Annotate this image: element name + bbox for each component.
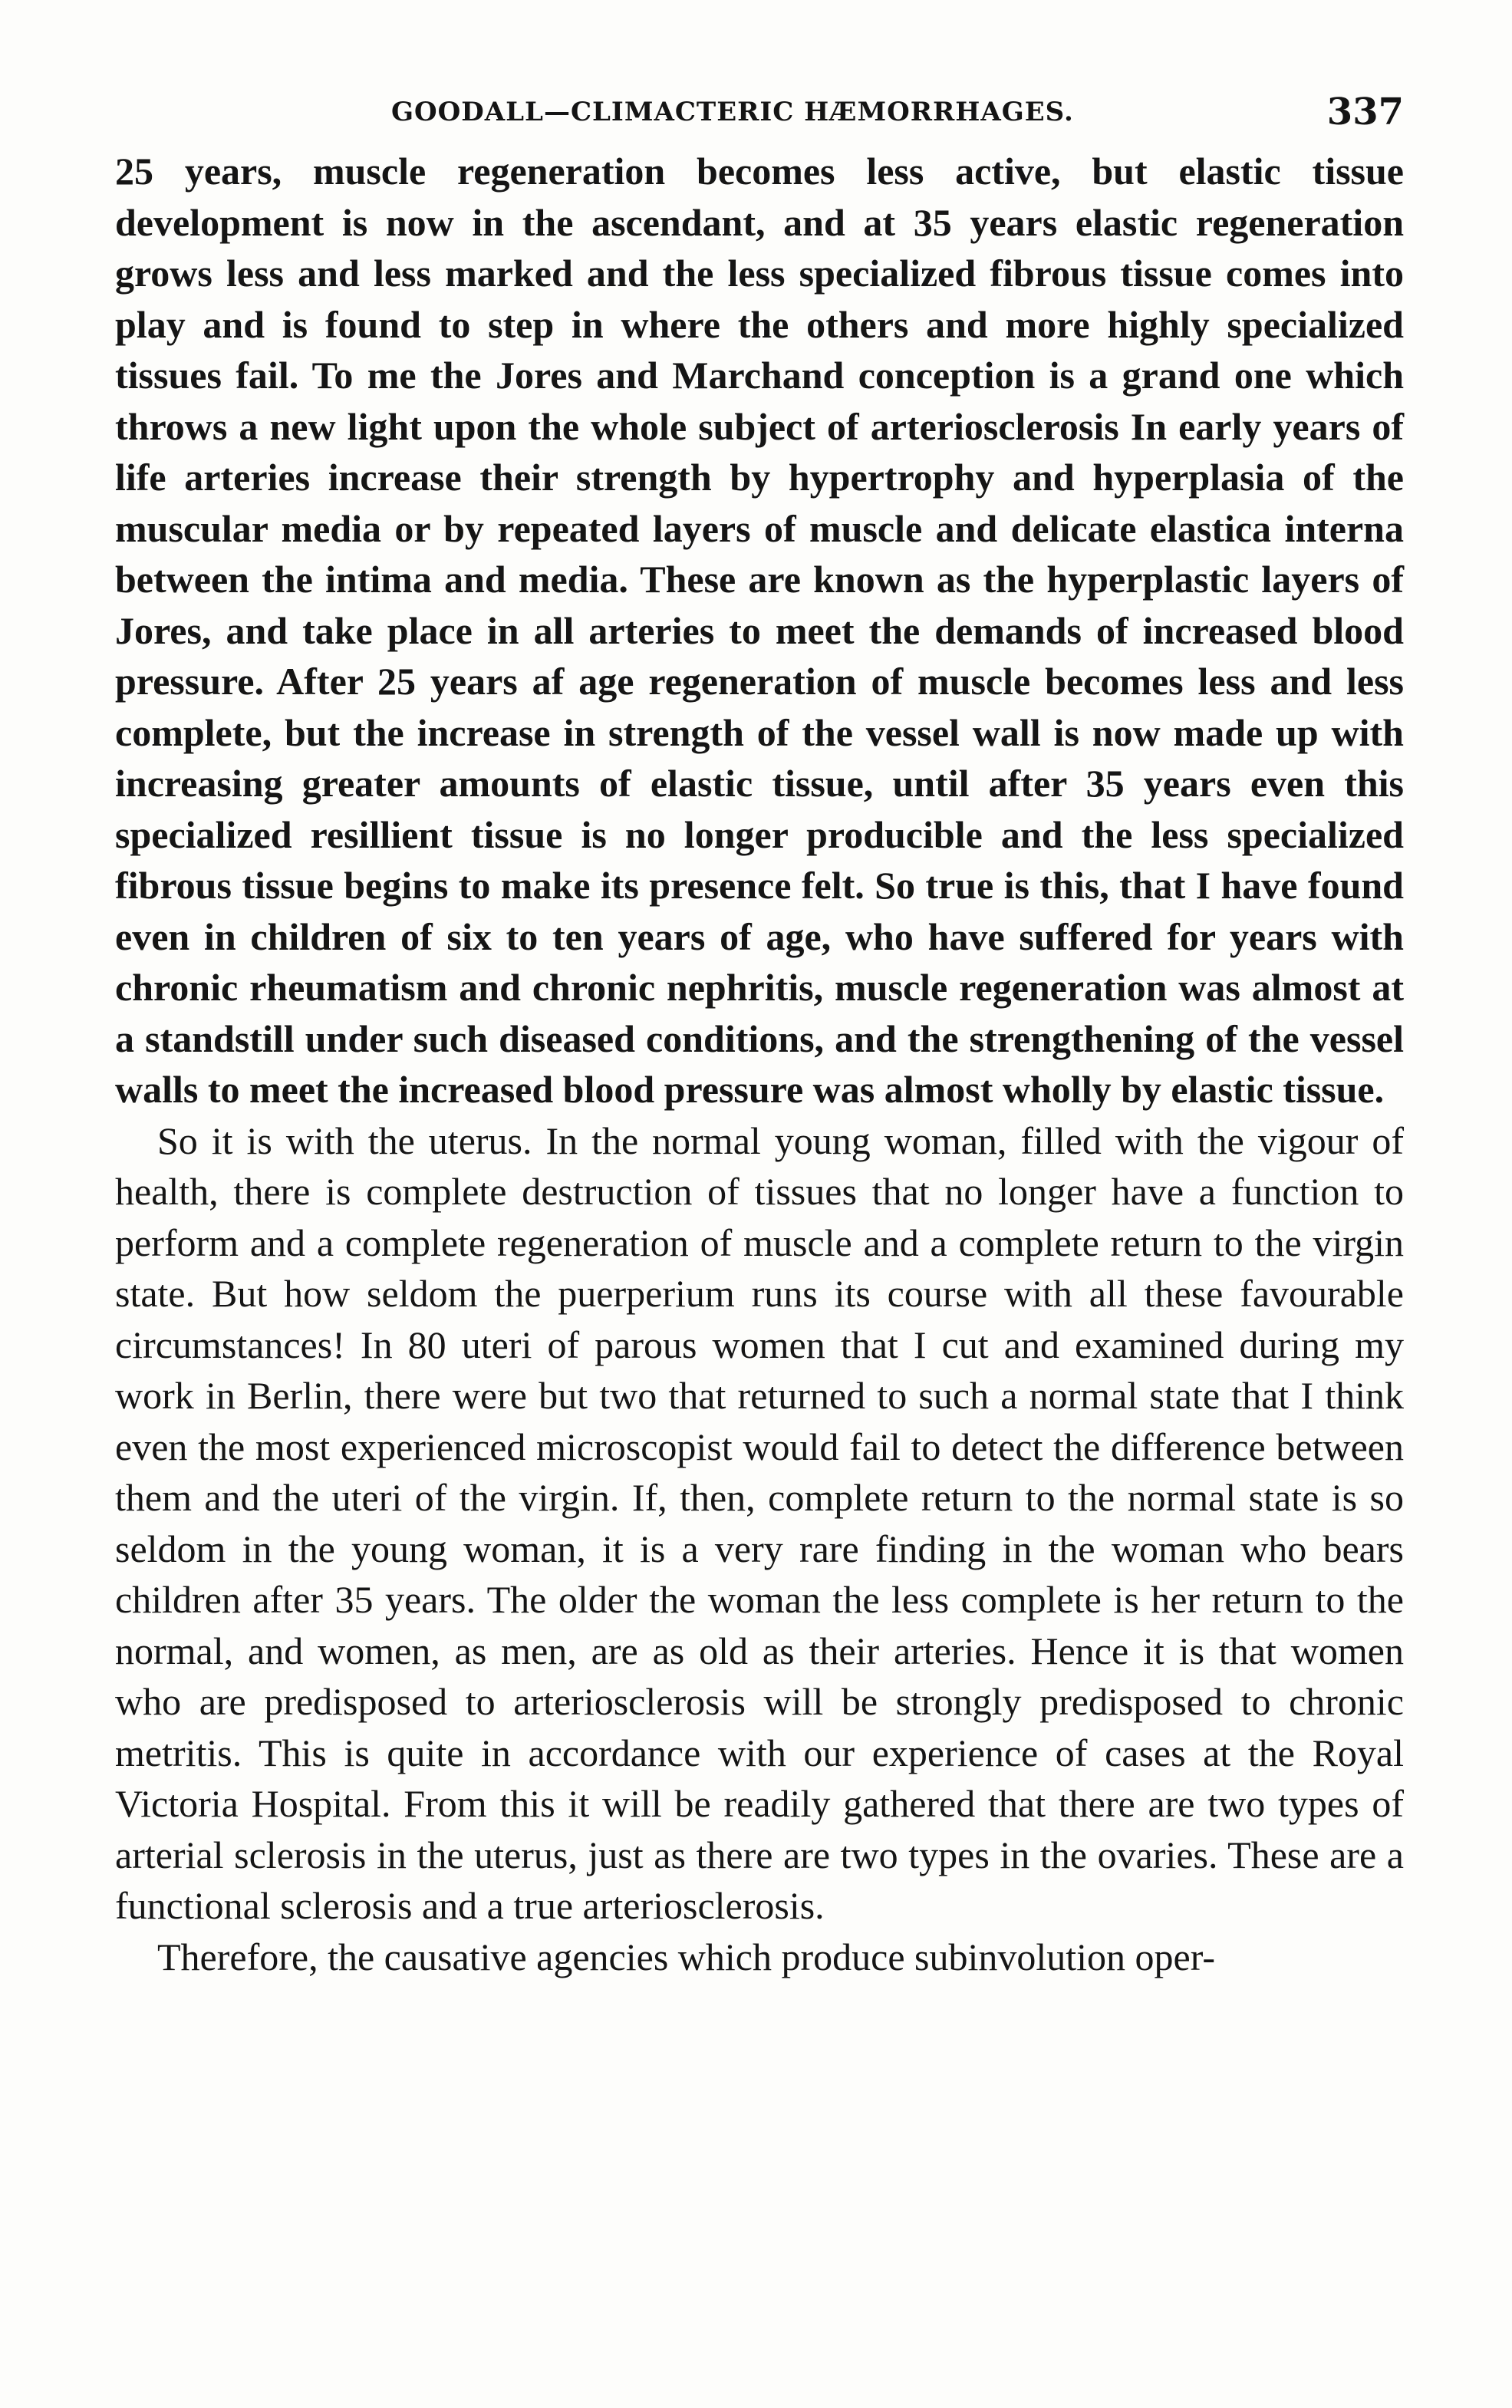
running-head	[115, 91, 1419, 137]
body-text	[115, 146, 1404, 1982]
paragraph-3: Therefore, the causative agencies which produce subinvolution oper-	[157, 1935, 1216, 1978]
running-title: GOODALL—CLIMACTERIC HÆMORRHAGES.	[391, 97, 1074, 127]
page-number: 337	[1326, 91, 1404, 133]
paragraph-1: 25 years, muscle regeneration becomes less active, but elastic tissue development is now in the ascendant, and at 35 years elastic regeneration grows less and less marked and the less specialized fibrous tissue comes into play and is found to step in where the others and more highly specialized tissues fail. To me the Jores and Marchand conception is a grand one which throws a new light upon the whole subject of arteriosclerosis In early years of life arteries increase their strength by hypertrophy and hyperplasia of the muscular media or by repeated layers of muscle and delicate elastica interna between the intima and media. These are known as the hyperplastic layers of Jores, and take place in all arteries to meet the demands of increased blood pressure. After 25 years af age regeneration of muscle becomes less and less complete, but the increase in strength of the vessel wall is now made up with increasing greater amounts of elastic tissue, until after 35 years even this specialized resillient tissue is no longer producible and the less specialized fibrous tissue begins to make its presence felt. So true is this, that I have found even in children of six to ten years of age, who have suffered for years with chronic rheumatism and chronic nephritis, muscle regeneration was almost at a standstill under such diseased conditions, and the strengthening of the vessel walls to meet the increased blood pressure was almost wholly by elastic tissue.	[115, 150, 1404, 1111]
paragraph-2: So it is with the uterus. In the normal young woman, filled with the vigour of health, there is complete destruction of tissues that no longer have a function to perform and a complete regeneration of muscle and a complete return to the virgin state. But how seldom the puerperium runs its course with all these favourable circumstances! In 80 uteri of parous women that I cut and examined during my work in Berlin, there were but two that returned to such a normal state that I think even the most experienced microscopist would fail to detect the difference between them and the uteri of the virgin. If, then, complete return to the normal state is so seldom in the young woman, it is a very rare finding in the woman who bears children after 35 years. The older the woman the less complete is her return to the normal, and women, as men, are as old as their arteries. Hence it is that women who are predisposed to arteriosclerosis will be strongly predisposed to chronic metritis. This is quite in accordance with our experience of cases at the Royal Victoria Hospital. From this it will be readily gathered that there are two types of arterial sclerosis in the uterus, just as there are two types in the ovaries. These are a functional sclerosis and a true arteriosclerosis.	[115, 1118, 1404, 1927]
